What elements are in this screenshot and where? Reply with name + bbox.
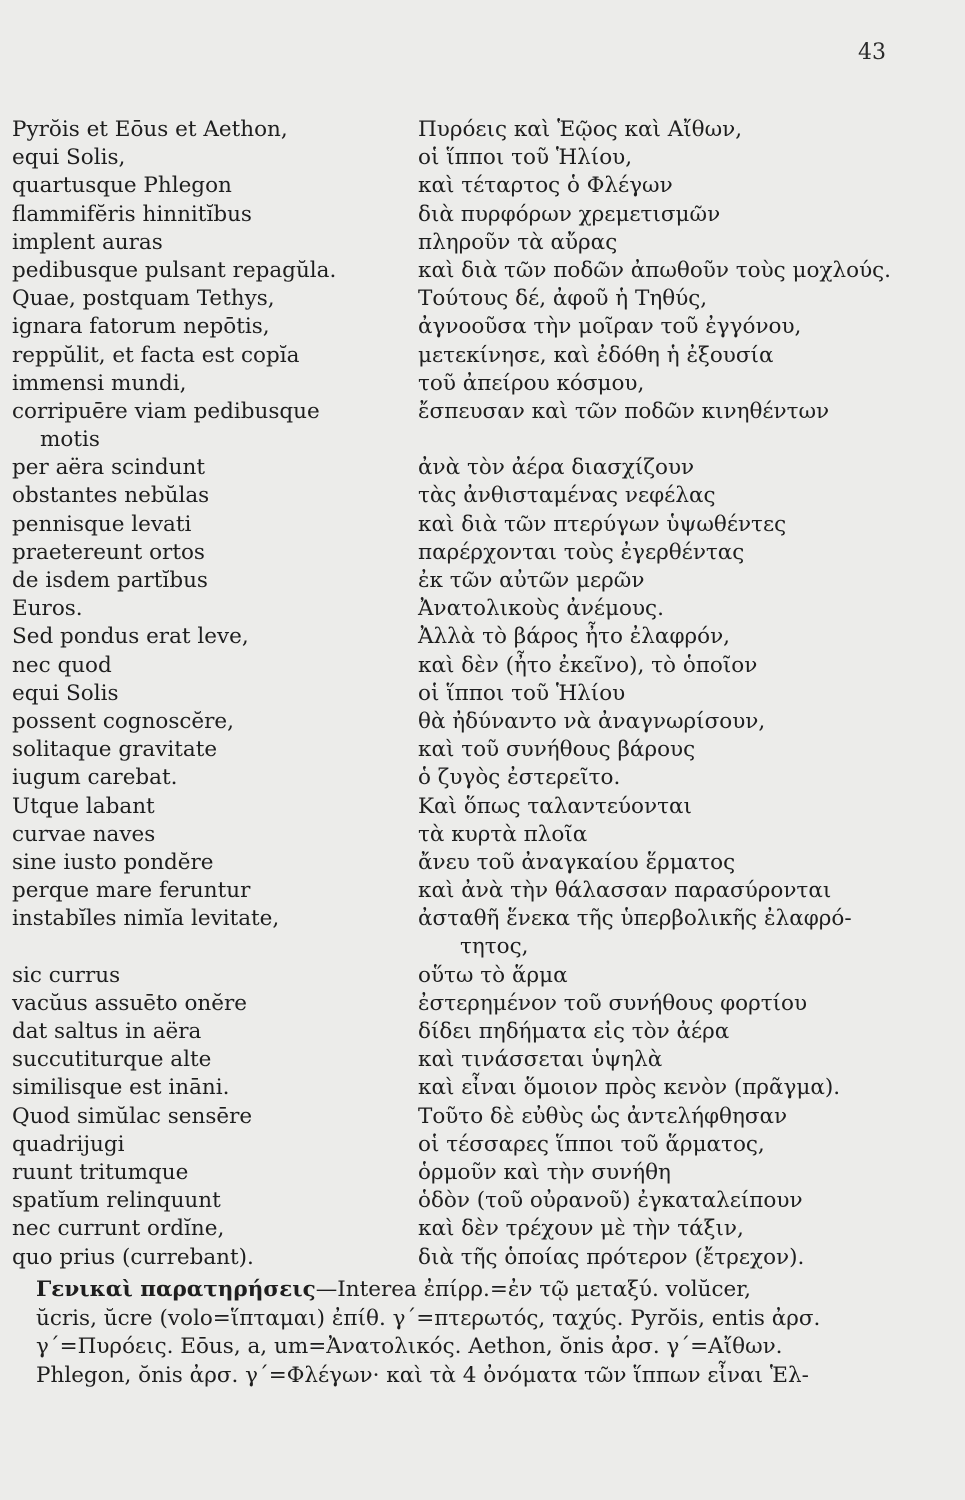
text-line: οἱ ἵπποι τοῦ Ἡλίου, bbox=[418, 145, 633, 171]
text-line: pedibusque pulsant repagŭla. bbox=[12, 257, 337, 283]
text-line: Πυρόεις καὶ Ἑῷος καὶ Αἴθων, bbox=[418, 117, 743, 142]
text-line: οἱ ἵπποι τοῦ Ἡλίου bbox=[418, 680, 626, 706]
text-line: Quae, postquam Tethys, bbox=[12, 286, 275, 312]
text-line: Pyrŏis et Eōus et Aethon, bbox=[12, 117, 288, 142]
text-line: καὶ διὰ τῶν ποδῶν ἀπωθοῦν τοὺς μοχλούς. bbox=[418, 257, 892, 283]
text-line: καὶ ἀνὰ τὴν θάλασσαν παρασύρονται bbox=[418, 878, 832, 904]
text-line: reppŭlit, et facta est copĭa bbox=[12, 342, 300, 368]
text-line: succutiturque alte bbox=[12, 1047, 212, 1073]
text-line: perque mare feruntur bbox=[12, 878, 251, 904]
text-line: equi Solis, bbox=[12, 145, 126, 171]
text-line: immensi mundi, bbox=[12, 370, 187, 396]
text-line: διὰ πυρφόρων χρεμετισμῶν bbox=[418, 201, 721, 227]
blank-line bbox=[12, 933, 407, 961]
notes-line-4: Phlegon, ŏnis ἀρσ. γ΄=Φλέγων· καὶ τὰ 4 ὀνόματα τῶν ἵππων εἶναι Ἑλ- bbox=[36, 1362, 809, 1388]
text-line: τητος, bbox=[460, 934, 529, 960]
text-line: οἱ τέσσαρες ἵπποι τοῦ ἅρματος, bbox=[418, 1131, 765, 1157]
text-line: de isdem partĭbus bbox=[12, 568, 208, 593]
text-line: curvae naves bbox=[12, 821, 156, 847]
notes-heading: Γενικαὶ παρατηρήσεις bbox=[36, 1277, 316, 1302]
text-line: Euros. bbox=[12, 596, 83, 622]
text-line: Ἀλλὰ τὸ βάρος ἦτο ἐλαφρόν, bbox=[418, 624, 730, 650]
text-line: καὶ δὲν τρέχουν μὲ τὴν τάξιν, bbox=[418, 1216, 744, 1242]
text-line: dat saltus in aëra bbox=[12, 1019, 202, 1044]
text-line: τὰ κυρτὰ πλοῖα bbox=[418, 821, 588, 847]
text-line: τοῦ ἀπείρου κόσμου, bbox=[418, 370, 645, 396]
text-line: quo prius (currebant). bbox=[12, 1244, 254, 1270]
notes-line bbox=[36, 1276, 941, 1305]
text-line: per aëra scindunt bbox=[12, 455, 205, 481]
text-line: implent auras bbox=[12, 229, 163, 255]
text-line: similisque est ināni. bbox=[12, 1075, 230, 1101]
text-line: δίδει πηδήματα εἰς τὸν ἀέρα bbox=[418, 1019, 730, 1044]
text-line: οὕτω τὸ ἅρμα bbox=[418, 962, 568, 988]
text-line: praetereunt ortos bbox=[12, 539, 205, 565]
text-line: obstantes nebŭlas bbox=[12, 483, 210, 509]
text-line: nec quod bbox=[12, 652, 112, 678]
text-line: ἀνὰ τὸν ἀέρα διασχίζουν bbox=[418, 455, 695, 481]
text-line: motis bbox=[40, 427, 100, 453]
text-line: ἐστερημένον τοῦ συνήθους φορτίου bbox=[418, 990, 808, 1016]
notes-line-2: ŭcris, ŭcre (volo=ἵπταμαι) ἐπίθ. γ΄=πτερωτός, ταχύς. Pyrŏis, entis ἀρσ. bbox=[36, 1305, 821, 1331]
text-line: Τοῦτο δὲ εὐθὺς ὡς ἀντελήφθησαν bbox=[418, 1103, 788, 1129]
text-line: διὰ τῆς ὁποίας πρότερον (ἔτρεχον). bbox=[418, 1244, 805, 1270]
text-line: ὁδὸν (τοῦ οὐρανοῦ) ἐγκαταλείπουν bbox=[418, 1188, 803, 1214]
text-line: solitaque gravitate bbox=[12, 737, 218, 763]
blank-line bbox=[418, 426, 958, 454]
text-line: ignara fatorum nepōtis, bbox=[12, 314, 270, 340]
text-line: ruunt tritumque bbox=[12, 1159, 189, 1185]
text-line: ἔσπευσαν καὶ τῶν ποδῶν κινηθέντων bbox=[418, 398, 830, 424]
text-line: iugum carebat. bbox=[12, 765, 178, 791]
text-line: quartusque Phlegon bbox=[12, 173, 232, 199]
notes-line-1: —Interea ἐπίρρ.=ἐν τῷ μεταξύ. volŭcer, bbox=[315, 1277, 751, 1302]
notes-line-3: γ΄=Πυρόεις. Eōus, a, um=Ἀνατολικός. Aethon, ŏnis ἀρσ. γ΄=Αἴθων. bbox=[36, 1334, 783, 1359]
text-line: ἐκ τῶν αὐτῶν μερῶν bbox=[418, 568, 645, 593]
text-line: vacŭus assuēto onĕre bbox=[12, 990, 247, 1016]
text-line: ὁρμοῦν καὶ τὴν συνήθη bbox=[418, 1159, 671, 1185]
text-line: Τούτους δέ, ἀφοῦ ἡ Τηθύς, bbox=[418, 286, 708, 312]
text-line: Sed pondus erat leve, bbox=[12, 624, 249, 650]
text-line: quadrijugi bbox=[12, 1131, 125, 1157]
text-line: καὶ δὲν (ἦτο ἐκεῖνο), τὸ ὁποῖον bbox=[418, 652, 758, 678]
text-line: possent cognoscĕre, bbox=[12, 708, 234, 734]
text-line: μετεκίνησε, καὶ ἐδόθη ἡ ἐξουσία bbox=[418, 342, 774, 368]
text-line: nec currunt ordĭne, bbox=[12, 1216, 225, 1242]
text-line: καὶ διὰ τῶν πτερύγων ὑψωθέντες bbox=[418, 511, 787, 537]
text-line: θὰ ἠδύναντο νὰ ἀναγνωρίσουν, bbox=[418, 708, 766, 734]
text-line: spatĭum relinquunt bbox=[12, 1188, 221, 1214]
greek-translation-column bbox=[418, 116, 958, 1272]
text-line: καὶ τέταρτος ὁ Φλέγων bbox=[418, 173, 673, 199]
text-line: Καὶ ὅπως ταλαντεύονται bbox=[418, 793, 692, 819]
text-line: sic currus bbox=[12, 962, 121, 988]
text-line: sine iusto pondĕre bbox=[12, 849, 214, 875]
text-line: πληροῦν τὰ αὔρας bbox=[418, 229, 618, 255]
text-line: corripuēre viam pedibusque bbox=[12, 398, 320, 424]
text-line: Ἀνατολικοὺς ἀνέμους. bbox=[418, 596, 664, 622]
general-notes bbox=[36, 1276, 941, 1390]
text-line: τὰς ἀνθισταμένας νεφέλας bbox=[418, 483, 716, 509]
text-line: καὶ τοῦ συνήθους βάρους bbox=[418, 737, 696, 763]
text-line: Quod simŭlac sensēre bbox=[12, 1103, 253, 1129]
text-line: ἀσταθῆ ἕνεκα τῆς ὑπερβολικῆς ἐλαφρό- bbox=[418, 906, 852, 932]
text-line: pennisque levati bbox=[12, 511, 192, 537]
text-line: καὶ εἶναι ὅμοιον πρὸς κενὸν (πρᾶγμα). bbox=[418, 1075, 841, 1101]
text-line: καὶ τινάσσεται ὑψηλὰ bbox=[418, 1047, 663, 1073]
text-line: equi Solis bbox=[12, 680, 119, 706]
text-line: ἀγνοοῦσα τὴν μοῖραν τοῦ ἐγγόνου, bbox=[418, 314, 802, 340]
text-line: instabĭles nimĭa levitate, bbox=[12, 906, 280, 932]
text-line: flammifĕris hinnitĭbus bbox=[12, 201, 252, 227]
text-line: Utque labant bbox=[12, 793, 155, 819]
text-line: ἄνευ τοῦ ἀναγκαίου ἕρματος bbox=[418, 849, 736, 875]
text-line: ὁ ζυγὸς ἐστερεῖτο. bbox=[418, 765, 621, 791]
text-line: παρέρχονται τοὺς ἐγερθέντας bbox=[418, 539, 745, 565]
latin-text-column bbox=[12, 116, 407, 1272]
page-number: 43 bbox=[858, 40, 886, 65]
